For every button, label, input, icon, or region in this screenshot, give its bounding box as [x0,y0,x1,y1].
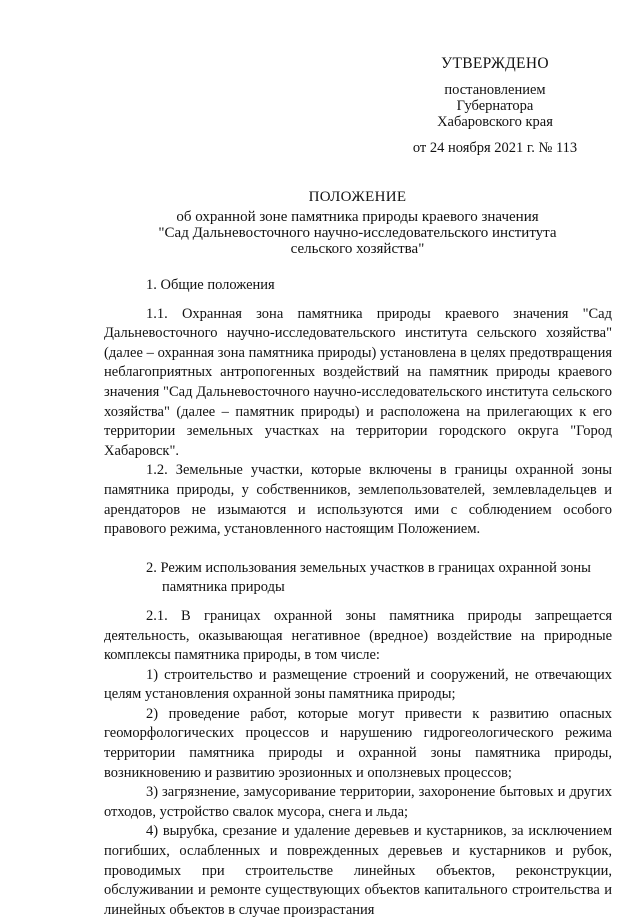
approval-heading: УТВЕРЖДЕНО [441,55,549,72]
list-item-4: 4) вырубка, срезание и удаление деревьев и кустарников, за исключением погибших, ослабленных и поврежденных деревьев и кустарников и рубок, проводимых при строительстве линейных объектов, реконструкции, обслуживании и ремонте существующих объектов капитального строительства и линейных объектов в случае произрастания [104,823,612,918]
list-item-3: 3) загрязнение, замусоривание территории, захоронение бытовых и других отходов, устройство свалок мусора, снега и льда; [104,784,612,820]
approval-line-1: постановлением [444,82,546,98]
title-line-2: "Сад Дальневосточного научно-исследовательского института [158,225,557,241]
section-1-heading: 1. Общие положения [146,277,275,293]
title-line-3: сельского хозяйства" [290,241,425,257]
list-item-1: 1) строительство и размещение строений и сооружений, не отвечающих целям установления охранной зоны памятника природы; [104,666,612,703]
approval-block [400,56,590,156]
document-title [100,189,615,257]
section-2-heading [104,559,612,598]
title-line-1: об охранной зоне памятника природы краевого значения [176,209,539,225]
approval-line-3: Хабаровского края [437,114,553,130]
paragraph-1-1: 1.1. Охранная зона памятника природы краевого значения "Сад Дальневосточного научно-исследовательского института сельского хозяйства" (далее – охранная зона памятника природы) установлена в целях предотвращения неблагоприятных антропогенных воздействий на памятник природы краевого значения "Сад Дальневосточного научно-исследовательского института сельского хозяйства" (далее – памятник природы) и расположена на прилегающих к его территории земельных участках на территории городского округа "Город Хабаровск". [104,305,612,459]
document-body [104,276,612,920]
section-2-heading-line-2: памятника природы [162,579,285,596]
list-item-2: 2) проведение работ, которые могут привести к развитию опасных геоморфологических процессов и нарушению гидрогеологического режима территории памятника природы и охранной зоны памятника природы, возникновению и развитию эрозионных и оползневых процессов; [104,705,612,781]
approval-date: от 24 ноября 2021 г. № 113 [412,140,578,156]
paragraph-2-1: 2.1. В границах охранной зоны памятника природы запрещается деятельность, оказывающая негативное (вредное) воздействие на природные комплексы памятника природы, в том числе: [104,607,612,664]
title-main: ПОЛОЖЕНИЕ [308,189,407,205]
paragraph-1-2: 1.2. Земельные участки, которые включены в границы охранной зоны памятника природы, у собственников, землепользователей, землевладельцев и арендаторов не изымаются и используются ими с соблюдением особого правового режима, установленного настоящим Положением. [104,462,612,538]
approval-line-2: Губернатора [456,98,534,114]
section-2-heading-line-1: 2. Режим использования земельных участков в границах охранной зоны [146,559,591,576]
